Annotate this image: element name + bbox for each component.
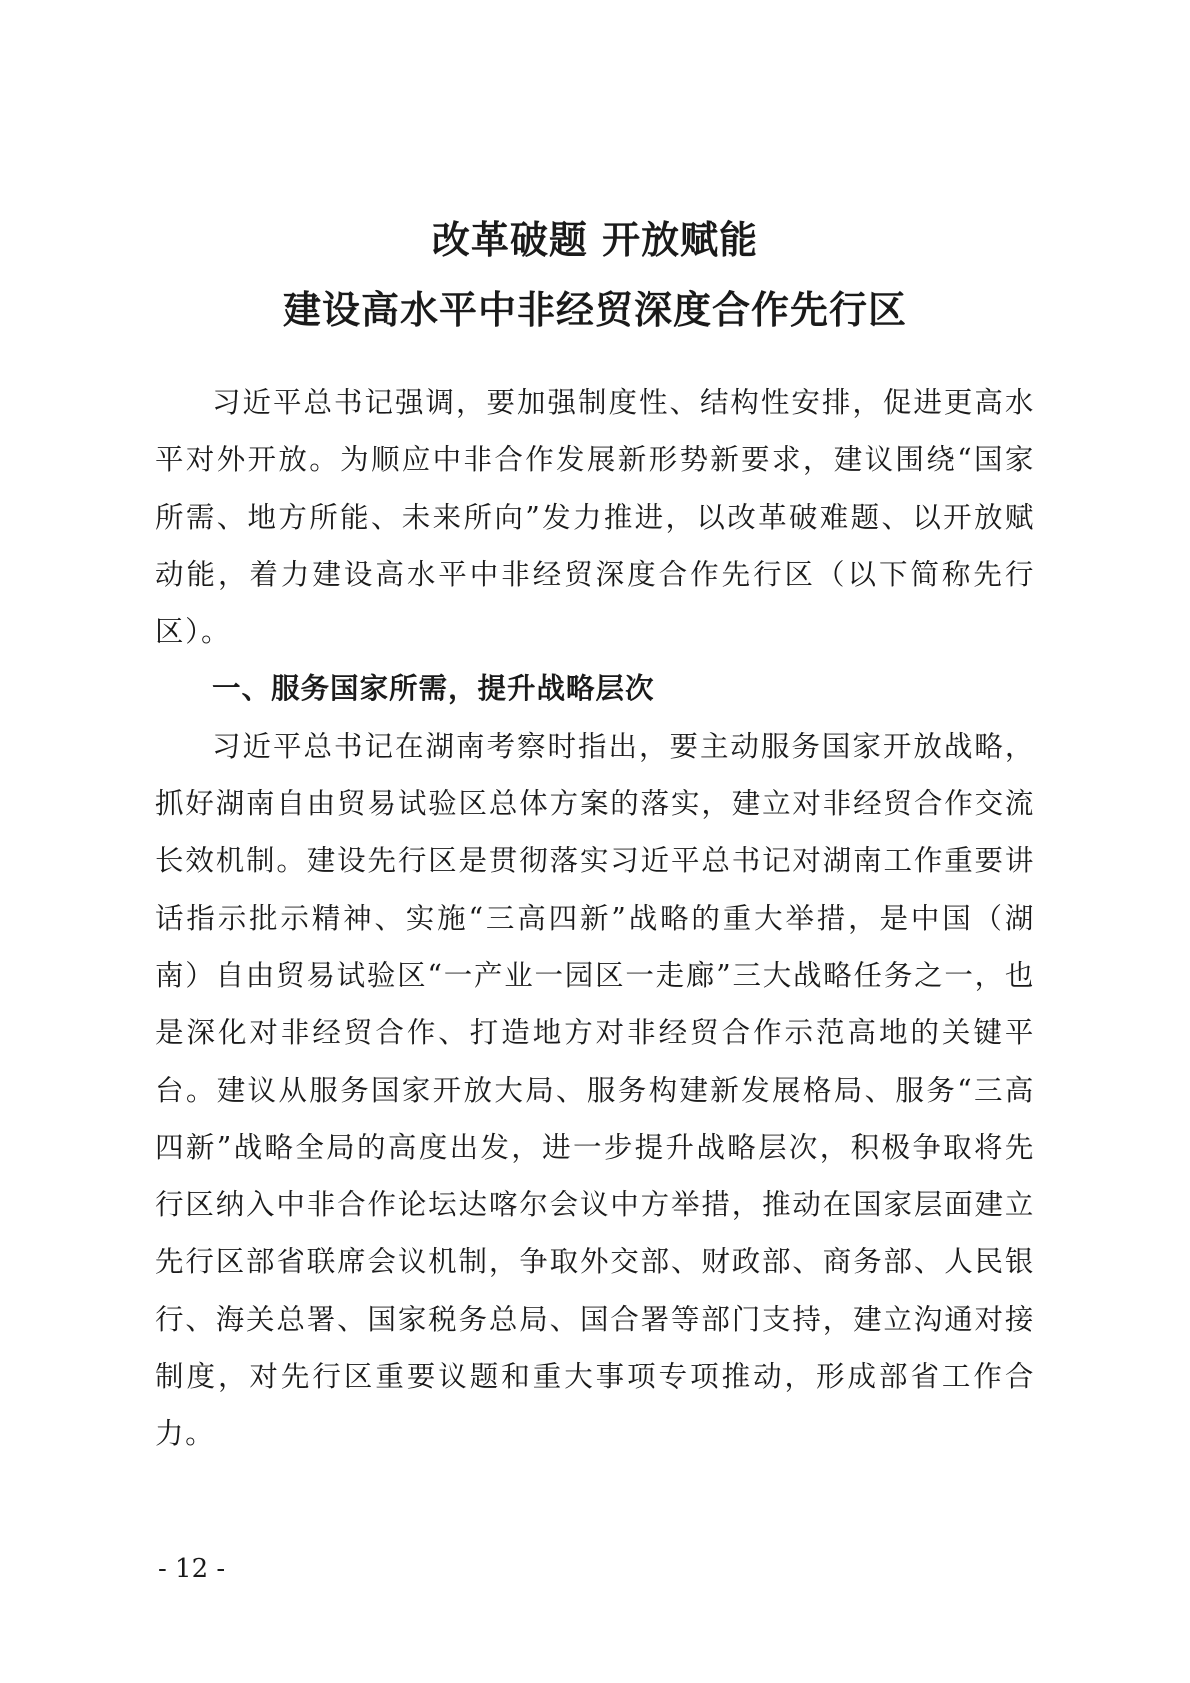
section-heading: 一、服务国家所需，提升战略层次 <box>212 672 655 706</box>
title-line-1: 改革破题 开放赋能 <box>431 217 759 262</box>
document-body <box>155 374 1035 1463</box>
section-paragraph: 习近平总书记在湖南考察时指出，要主动服务国家开放战略，抓好湖南自由贸易试验区总体方案的落实，建立对非经贸合作交流长效机制。建设先行区是贯彻落实习近平总书记对湖南工作重要讲话指示批示精神、实施“三高四新”战略的重大举措，是中国（湖南）自由贸易试验区“一产业一园区一走廊”三大战略任务之一，也是深化对非经贸合作、打造地方对非经贸合作示范高地的关键平台。建议从服务国家开放大局、服务构建新发展格局、服务“三高四新”战略全局的高度出发，进一步提升战略层次，积极争取将先行区纳入中非合作论坛达喀尔会议中方举措，推动在国家层面建立先行区部省联席会议机制，争取外交部、财政部、商务部、人民银行、海关总署、国家税务总局、国合署等部门支持，建立沟通对接制度，对先行区重要议题和重大事项专项推动，形成部省工作合力。 <box>155 729 1035 1451</box>
intro-paragraph: 习近平总书记强调，要加强制度性、结构性安排，促进更高水平对外开放。为顺应中非合作发展新形势新要求，建议围绕“国家所需、地方所能、未来所向”发力推进，以改革破难题、以开放赋动能，着力建设高水平中非经贸深度合作先行区（以下简称先行区）。 <box>155 386 1035 649</box>
page-number: - 12 - <box>158 1554 226 1584</box>
document-title <box>150 205 1040 345</box>
title-line-2: 建设高水平中非经贸深度合作先行区 <box>282 287 907 332</box>
